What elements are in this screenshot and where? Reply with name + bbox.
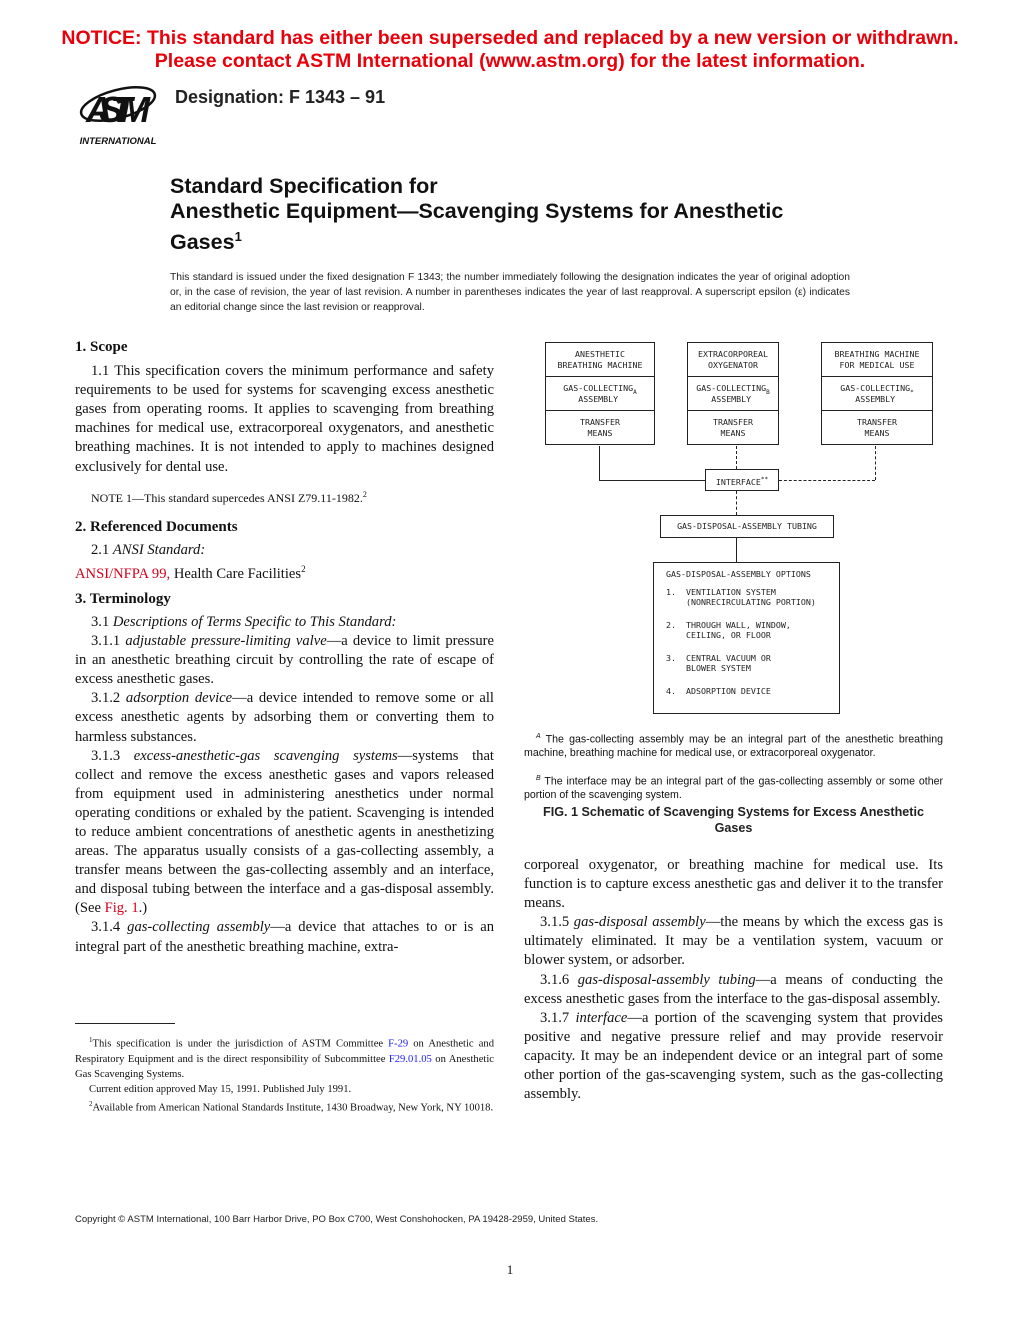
paragraph-1-1: 1.1 This specification covers the minimum performance and safety requirements to be used for systems for scavenging excess anesthetic gases from operating rooms. It applies to scavenging from breathing machines for medical use, extracorporeal oxygenators, and anesthetic breathing machines. It is not intended to apply to machines designed exclusively for dental use. [75,363,494,475]
anesthetic-breathing-machine-box: ANESTHETIC BREATHING MACHINE GAS-COLLECTING ASSEMBLY A TRANSFER MEANS [545,342,655,445]
interface-box: INTERFACE** [705,469,779,491]
footnote-edition: Current edition approved May 15, 1991. Published July 1991. [89,1083,352,1095]
section-heading-terminology: 3. Terminology [75,590,171,607]
term-3-1-5: 3.1.5 gas-disposal assembly—the means by which the excess gas is ultimately eliminated. It may be a ventilation system, vacuum or blower system, or adsorber. [524,914,943,969]
section-heading-referenced-documents: 2. Referenced Documents [75,518,238,535]
options-title: GAS-DISPOSAL-ASSEMBLY OPTIONS [666,569,811,579]
svg-text:ASTM: ASTM [86,89,150,130]
footnote-2: $^2$Available from American National Standards Institute, 1430 Broadway, New York, NY 10018. [89,1099,494,1114]
connector-line [599,446,600,481]
right-column [524,856,943,1104]
document-title [170,174,783,255]
notice-line-1: NOTICE: This standard has either been superseded and replaced by a new version or withdrawn. [61,27,959,49]
astm-logo [76,74,160,148]
connector-dashed [736,491,737,515]
title-line-1: Standard Specification for [170,174,438,198]
left-column [75,338,494,957]
term-3-1-1: 3.1.1 adjustable pressure-limiting valve—a device to limit pressure in an anesthetic breathing circuit by controlling the rate of escape of excess anesthetic gases. [75,633,494,688]
breathing-machine-medical-box: BREATHING MACHINE FOR MEDICAL USE GAS-COLLECTING ASSEMBLY * TRANSFER MEANS [821,342,933,445]
section-heading-scope: 1. Scope [75,339,128,355]
extracorporeal-oxygenator-box: EXTRACORPOREAL OXYGENATOR GAS-COLLECTING ASSEMBLY B TRANSFER MEANS [687,342,779,445]
f29-01-05-link[interactable]: F29.01.05 [388,1053,432,1065]
paragraph-2-1: 2.1 ANSI Standard: [91,541,206,558]
term-3-1-2: 3.1.2 adsorption device—a device intended to remove some or all excess anesthetic agents by adsorbing them or converting them to harmless substances. [75,690,494,745]
intro-paragraph: This standard is issued under the fixed designation F 1343; the number immediately following the designation indicates the year of original adoption or, in the case of revision, the year of last revision. A number in parentheses indicates the year of last reapproval. A superscript epsilon (ε) indicates an editorial change since the last revision or reapproval. [170,272,850,313]
connector-dashed [736,446,737,469]
footnote-divider [75,1023,175,1024]
option-item: 1. VENTILATION SYSTEM (NONRECIRCULATING PORTION) [666,586,816,607]
gas-disposal-options-box [653,562,840,714]
title-line-3: Gases$^1$ [170,229,242,255]
reference-nfpa-99: ANSI/NFPA 99, Health Care Facilities$^2$ [75,563,306,582]
option-item: 3. CENTRAL VACUUM OR BLOWER SYSTEM [666,652,771,673]
paragraph-3-1: 3.1 Descriptions of Terms Specific to This Standard: [91,613,397,630]
figure-footnote-a: $^A$ The gas-collecting assembly may be an integral part of the anesthetic breathing machine, breathing machine for medical use, or extracorporeal oxygenator. [524,733,943,760]
term-3-1-3: 3.1.3 excess-anesthetic-gas scavenging systems—systems that collect and remove the excess anesthetic gases and vapors released from equipment used in administering anesthetics under normal operating conditions or exhaled by the patient. Scavenging is intended to reduce ambient concentrations of anesthetic agents in anesthetizing areas. The apparatus usually consists of a gas-collecting assembly, a transfer means between the gas-collecting assembly and an interface, and disposal tubing between the interface and a gas-disposal assembly. (See Fig. 1.) [75,747,494,917]
page-number: 1 [506,1262,514,1277]
gas-disposal-tubing-box: GAS-DISPOSAL-ASSEMBLY TUBING [660,515,834,538]
term-3-1-4: 3.1.4 gas-collecting assembly—a device that attaches to or is an integral part of the anesthetic breathing machine, extra- [75,919,494,955]
f-29-link[interactable]: F-29 [388,1038,409,1050]
note-1: NOTE 1—This standard supercedes ANSI Z79.11-1982.$^2$ [91,489,367,505]
option-item: 2. THROUGH WALL, WINDOW, CEILING, OR FLOOR [666,619,791,640]
connector-dashed [779,480,875,481]
figure-footnote-b: $^B$ The interface may be an integral part of the gas-collecting assembly or some other portion of the scavenging system. [524,775,943,802]
connector-line [736,538,737,562]
figure-caption: FIG. 1 Schematic of Scavenging Systems for Excess Anesthetic Gases [543,805,924,835]
footnotes [75,1033,494,1115]
notice-line-2: Please contact ASTM International (www.astm.org) for the latest information. [154,50,866,72]
footnote-ref[interactable]: 1 [234,229,242,244]
term-3-1-7: 3.1.7 interface—a portion of the scavenging system that provides positive and negative pressure relief and may provide reservoir capacity. It may be an independent device or an integral part of some other portion of the gas-scavenging system, such as the gas-collecting assembly. [524,1009,943,1103]
copyright: Copyright © ASTM International, 100 Barr Harbor Drive, PO Box C700, West Conshohocken, PA 19428-2959, United States. [75,1214,599,1225]
option-item: 4. ADSORPTION DEVICE [666,685,771,696]
term-3-1-6: 3.1.6 gas-disposal-assembly tubing—a means of conducting the excess anesthetic gases from the interface to the gas-disposal assembly. [524,971,943,1007]
ansi-nfpa-99-link[interactable]: ANSI/NFPA 99, [75,565,171,582]
title-line-2: Anesthetic Equipment—Scavenging Systems for Anesthetic [170,199,784,223]
footnote-1: $^1$This specification is under the jurisdiction of ASTM Committee F-29 on Anesthetic and Respiratory Equipment and is the direct responsibility of Subcommittee F29.01.05 on Anesthetic Gas Scavenging Systems. [75,1036,495,1080]
term-3-1-4-continued: corporeal oxygenator, or breathing machine for medical use. Its function is to capture excess anesthetic gas and deliver it to the transfer means. [524,857,943,912]
fig-1-link[interactable]: Fig. 1 [104,900,139,917]
svg-text:INTERNATIONAL: INTERNATIONAL [79,136,157,147]
connector-dashed [875,446,876,480]
designation: Designation: F 1343 – 91 [175,87,386,107]
connector-line [599,480,705,481]
